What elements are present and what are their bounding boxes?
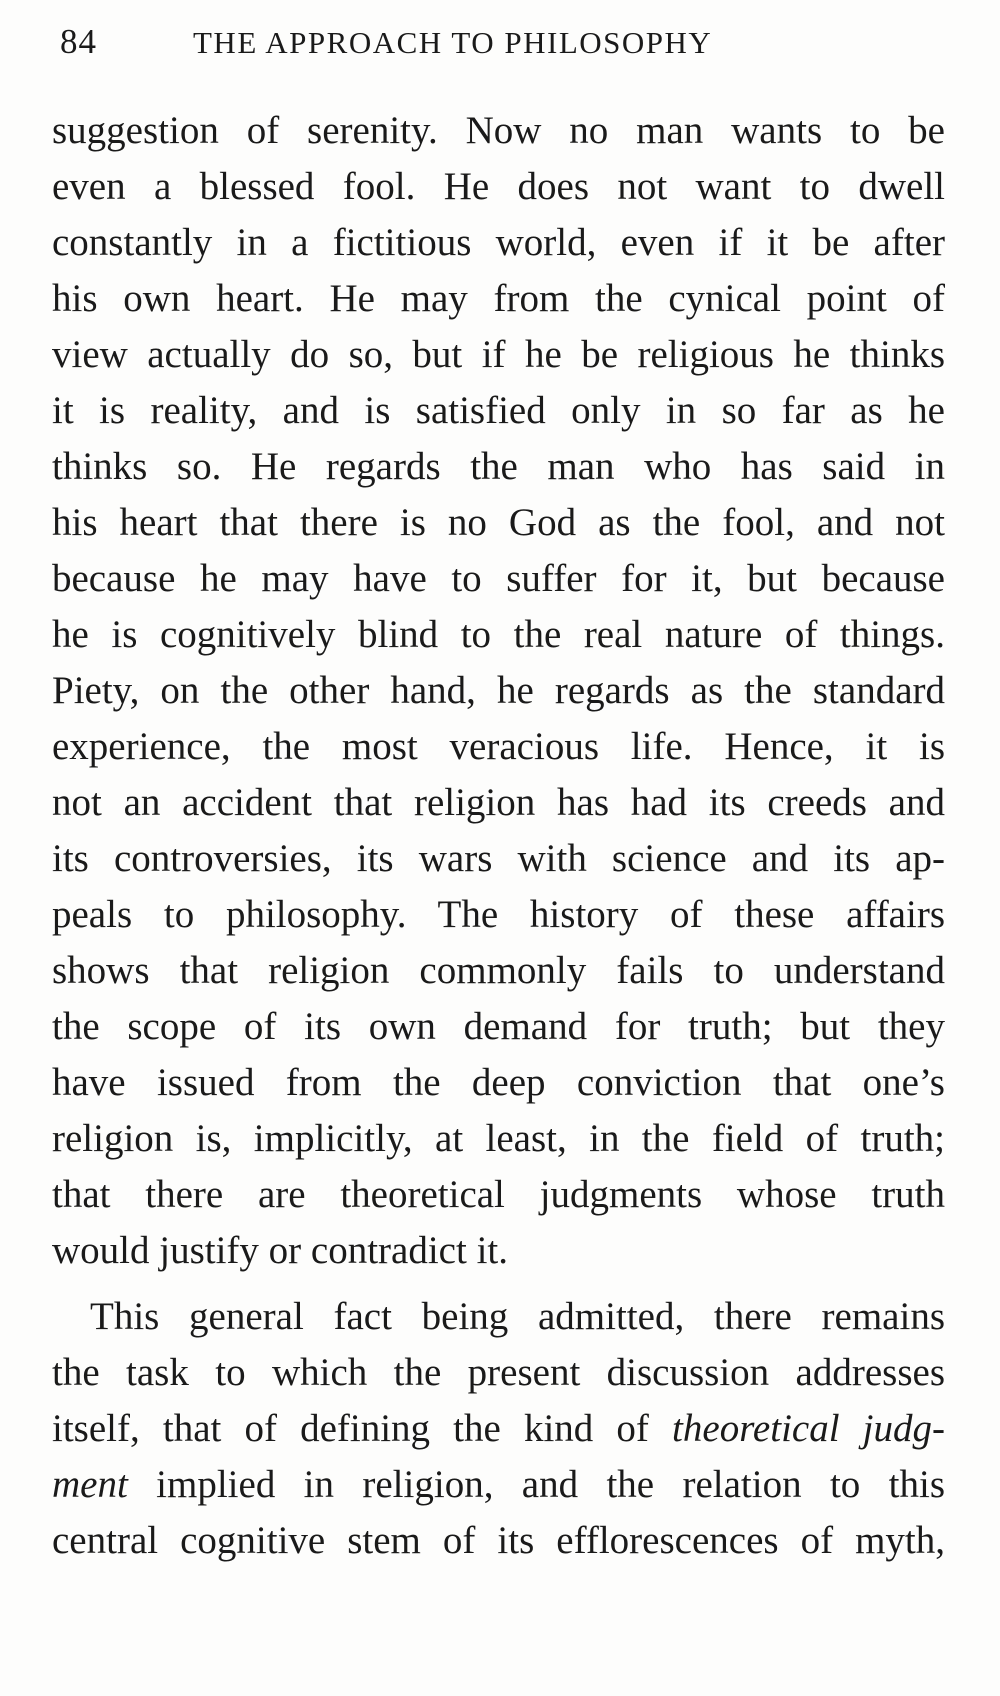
text-line: suggestion of serenity. Now no man wants to be: [52, 109, 945, 152]
text-line: [52, 1457, 945, 1513]
text-line: religion is, implicitly, at least, in the field of truth;: [52, 1117, 945, 1160]
running-title: THE APPROACH TO PHILOSOPHY: [193, 25, 713, 60]
text-run: itself, that of defining the kind of: [52, 1407, 673, 1450]
page-header: [60, 22, 940, 82]
text-line: central cognitive stem of its efflorescences of myth,: [52, 1519, 945, 1562]
text-line: constantly in a fictitious world, even if it be after: [52, 221, 945, 264]
text-line: even a blessed fool. He does not want to dwell: [52, 165, 945, 208]
text-line: because he may have to suffer for it, but because: [52, 557, 945, 600]
text-line: experience, the most veracious life. Hence, it is: [52, 725, 945, 768]
text-line: would justify or contradict it.: [52, 1229, 509, 1272]
text-line: the task to which the present discussion addresses: [52, 1351, 945, 1394]
italic-text-run: theoretical judg-: [672, 1407, 945, 1450]
text-run: implied in religion, and the relation to this: [127, 1463, 945, 1506]
text-line: have issued from the deep conviction that one’s: [52, 1061, 945, 1104]
text-line: his heart that there is no God as the fool, and not: [52, 501, 945, 544]
text-line: [52, 1401, 945, 1457]
text-line: its controversies, its wars with science and its ap-: [52, 837, 945, 880]
text-line: view actually do so, but if he be religious he thinks: [52, 333, 945, 376]
text-line: Piety, on the other hand, he regards as the standard: [52, 669, 945, 712]
text-line: his own heart. He may from the cynical point of: [52, 277, 945, 320]
text-line: thinks so. He regards the man who has said in: [52, 445, 945, 488]
text-line: it is reality, and is satisfied only in so far as he: [52, 389, 945, 432]
text-line: he is cognitively blind to the real nature of things.: [52, 613, 945, 656]
text-line: that there are theoretical judgments whose truth: [52, 1173, 945, 1216]
paragraph-gap: [52, 1279, 945, 1289]
text-line: shows that religion commonly fails to understand: [52, 949, 945, 992]
text-line: This general fact being admitted, there remains: [90, 1295, 945, 1338]
text-line: not an accident that religion has had its creeds and: [52, 781, 945, 824]
text-line: the scope of its own demand for truth; but they: [52, 1005, 945, 1048]
page-number: 84: [60, 22, 97, 61]
text-line: peals to philosophy. The history of these affairs: [52, 893, 945, 936]
italic-text-run: ment: [52, 1463, 128, 1506]
body-text: [52, 103, 945, 1569]
